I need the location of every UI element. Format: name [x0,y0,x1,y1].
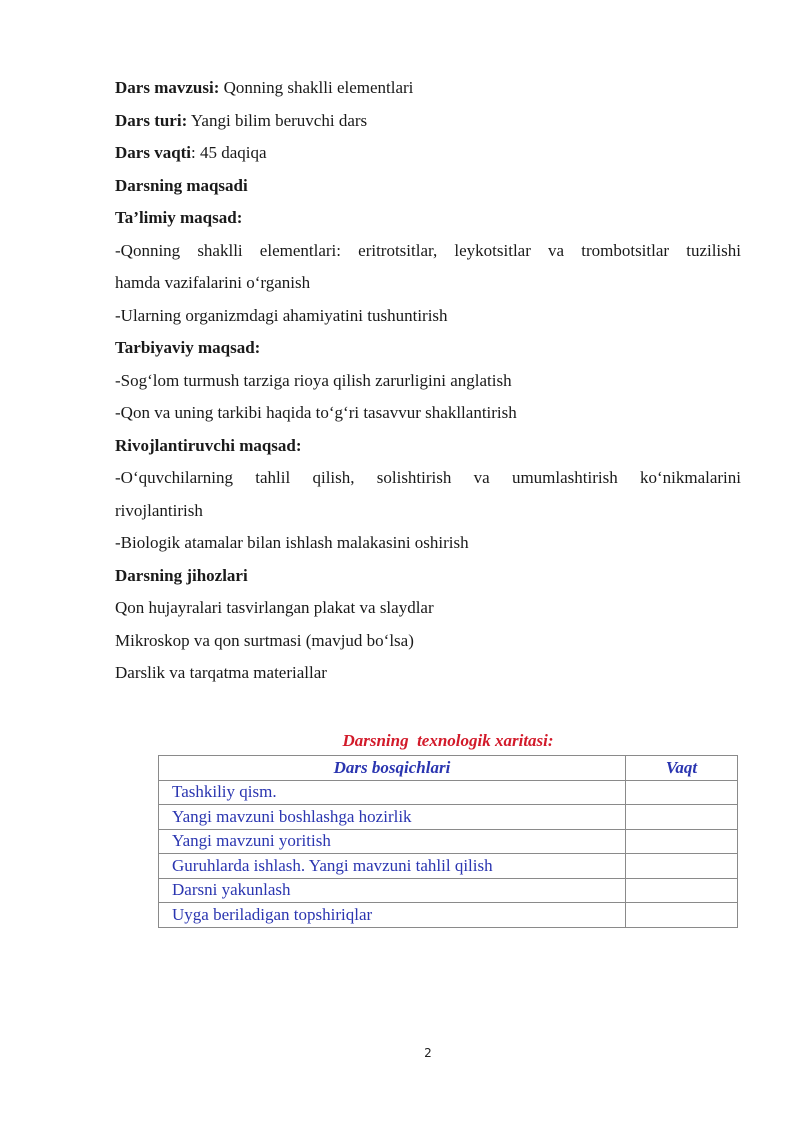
developmental-goal-line-3: -Biologik atamalar bilan ishlash malakasini oshirish [115,533,469,552]
table-row [159,805,738,830]
stage-cell: Darsni yakunlash [159,878,626,903]
upbringing-goal-heading: Tarbiyaviy maqsad: [115,338,261,357]
lesson-type-label: Dars turi: [115,110,188,130]
lesson-topic [115,75,741,108]
upbringing-goal-line-2: -Qon va uning tarkibi haqida to‘g‘ri tasavvur shakllantirish [115,403,517,422]
time-cell [626,780,738,805]
developmental-goal-line-2: rivojlantirish [115,500,203,520]
educational-goal-line-3: -Ularning organizmdagi ahamiyatini tushuntirish [115,305,448,325]
developmental-goal-heading: Rivojlantiruvchi maqsad: [115,435,302,455]
lesson-type-value: Yangi bilim beruvchi dars [187,110,368,130]
time-cell [626,903,738,928]
equipment-item: Darslik va tarqatma materiallar [115,663,327,682]
time-cell [626,878,738,903]
tech-map-table [158,755,738,928]
lesson-topic-value: Qonning shaklli elementlari [219,78,414,97]
page-number: 2 [424,1046,432,1060]
table-row [159,780,738,805]
table-row [159,903,738,928]
table-row [159,854,738,879]
equipment-item: Qon hujayralari tasvirlangan plakat va slaydlar [115,598,434,617]
educational-goal-heading: Ta’limiy maqsad: [115,208,243,227]
table-header-row [159,756,738,781]
column-header-time: Vaqt [626,756,738,781]
lesson-type [115,108,741,141]
developmental-goal-line-1: -O‘quvchilarning tahlil qilish, solishtirish va umumlashtirish ko‘nikmalarini [115,468,741,487]
educational-goal-line-2: hamda vazifalarini o‘rganish [115,273,311,292]
time-cell [626,854,738,879]
table-row [159,829,738,854]
time-cell [626,829,738,854]
table-row [159,878,738,903]
tech-map-title: Darsning texnologik xaritasi: [342,731,554,750]
stage-cell: Yangi mavzuni yoritish [159,829,626,854]
equipment-item: Mikroskop va qon surtmasi (mavjud bo‘lsa) [115,630,414,650]
stage-cell: Uyga beriladigan topshiriqlar [159,903,626,928]
equipment-heading: Darsning jihozlari [115,565,248,585]
stage-cell: Tashkiliy qism. [159,780,626,805]
goals-heading: Darsning maqsadi [115,175,248,195]
educational-goal-line-1: -Qonning shaklli elementlari: eritrotsitlar, leykotsitlar va trombotsitlar tuzilishi [115,240,741,260]
upbringing-goal-line-1: -Sog‘lom turmush tarziga rioya qilish zarurligini anglatish [115,370,512,390]
column-header-stages: Dars bosqichlari [159,756,626,781]
lesson-topic-label: Dars mavzusi: [115,78,220,97]
lesson-time [115,140,741,173]
lesson-time-label: Dars vaqti [115,143,192,162]
document-body [115,75,741,693]
stage-cell: Guruhlarda ishlash. Yangi mavzuni tahlil qilish [159,854,626,879]
lesson-time-value: : 45 daqiqa [191,143,267,162]
time-cell [626,805,738,830]
stage-cell: Yangi mavzuni boshlashga hozirlik [159,805,626,830]
